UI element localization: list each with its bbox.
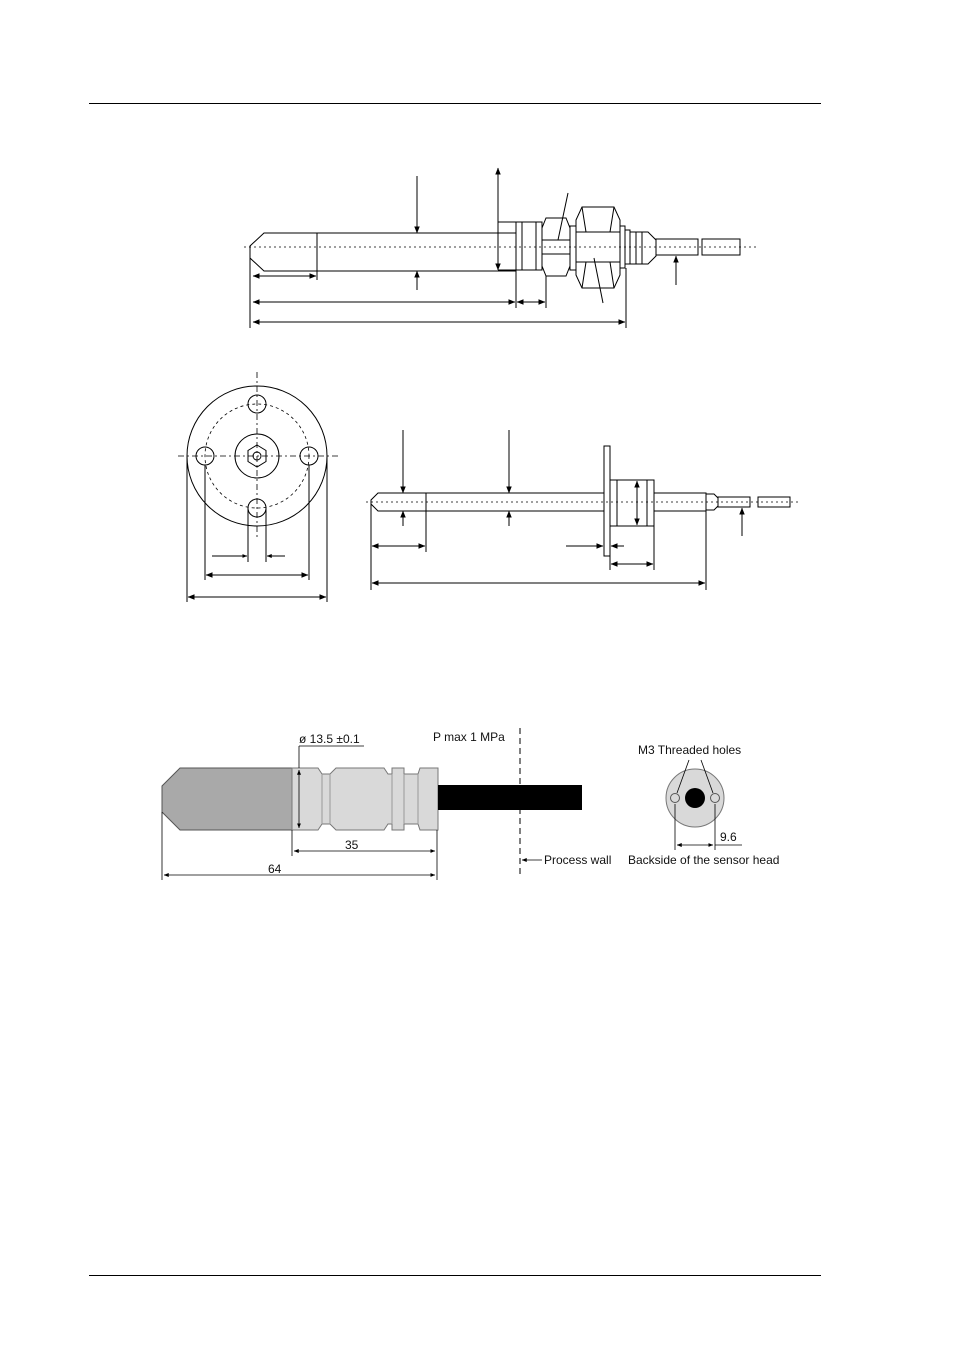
drawing-flange-front-view — [178, 372, 340, 602]
drawing-sensor-head — [162, 728, 779, 880]
sensor-cable — [438, 785, 582, 810]
sensor-body — [292, 768, 438, 830]
dim-35-label: 35 — [345, 838, 359, 852]
sensor-tip — [162, 768, 292, 830]
cable — [656, 239, 698, 255]
threaded-holes-label: M3 Threaded holes — [638, 743, 742, 757]
dim-9-6-label: 9.6 — [720, 830, 737, 844]
probe-tube — [250, 233, 516, 271]
backside-center-hole — [685, 788, 705, 808]
flange-plate — [604, 446, 610, 556]
backside-label: Backside of the sensor head — [628, 853, 780, 867]
drawing-probe-with-fitting — [244, 168, 756, 328]
process-wall-label: Process wall — [544, 853, 612, 867]
diameter-label: ø 13.5 ±0.1 — [299, 732, 360, 746]
threaded-hole-left — [671, 794, 680, 803]
drawing-flange-side-view — [366, 430, 800, 590]
cable-gland — [630, 232, 656, 264]
pressure-label: P max 1 MPa — [433, 730, 505, 744]
threaded-hole-right — [711, 794, 720, 803]
thread-section — [516, 222, 542, 270]
dim-64-label: 64 — [268, 862, 282, 876]
